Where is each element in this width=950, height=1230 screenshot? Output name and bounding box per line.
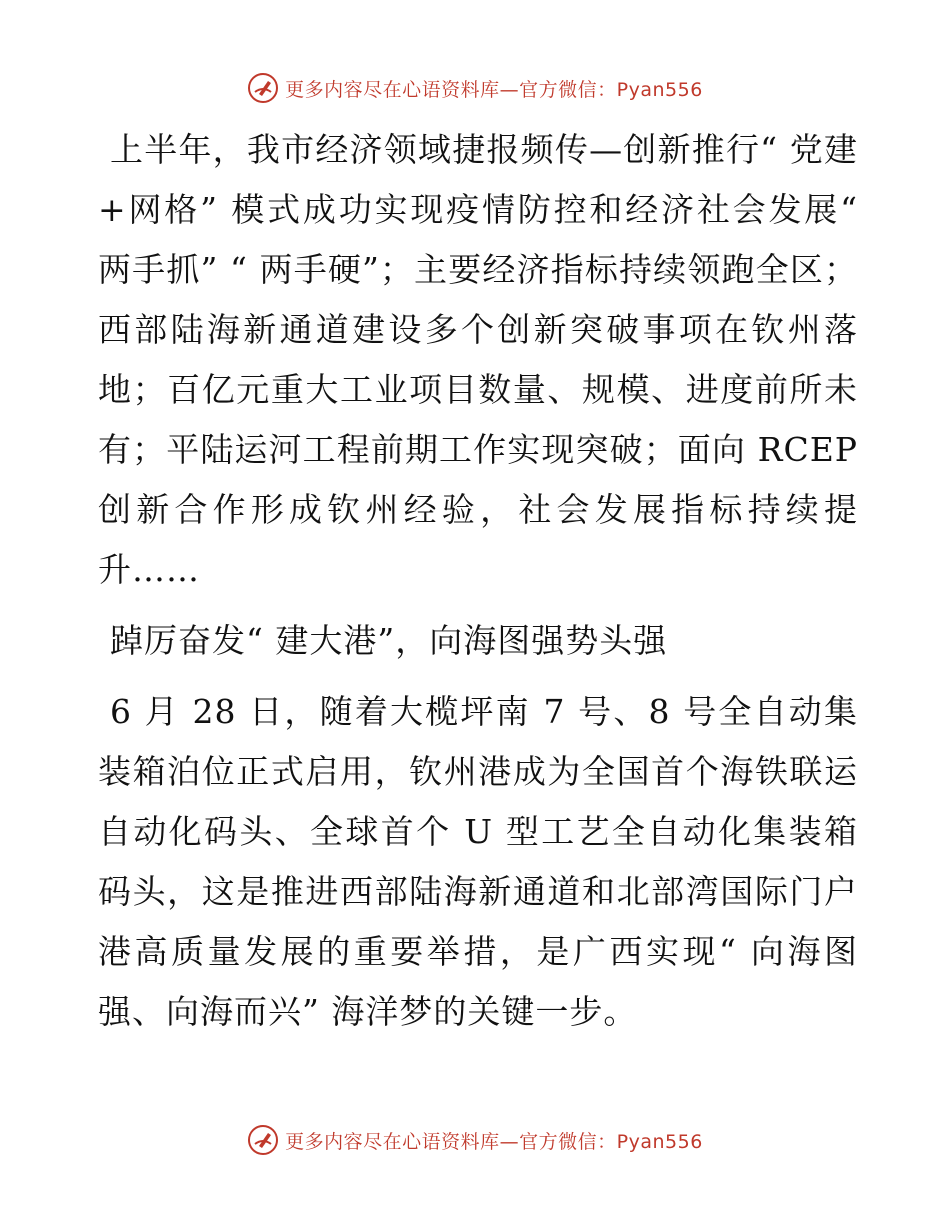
article-body bbox=[98, 120, 858, 1042]
footer-banner bbox=[0, 1120, 950, 1160]
book-pen-logo-icon bbox=[247, 1124, 279, 1156]
header-banner bbox=[0, 68, 950, 108]
book-pen-logo-icon bbox=[247, 72, 279, 104]
paragraph-port-automation: 6 月 28 日，随着大榄坪南 7 号、8 号全自动集装箱泊位正式启用，钦州港成为全国首个海铁联运自动化码头、全球首个 U 型工艺全自动化集装箱码头，这是推进西部陆海新通道和北部湾国际门户港高质量发展的重要举措，是广西实现“ 向海图强、向海而兴” 海洋梦的关键一步。 bbox=[98, 692, 858, 1031]
paragraph-first-half-summary: 上半年，我市经济领域捷报频传—创新推行“ 党建+网格” 模式成功实现疫情防控和经济社会发展“ 两手抓” “ 两手硬”；主要经济指标持续领跑全区；西部陆海新通道建设多个创新突破事项在钦州落地；百亿元重大工业项目数量、规模、进度前所未有；平陆运河工程前期工作实现突破；面向 RCEP 创新合作形成钦州经验，社会发展指标持续提升…… bbox=[98, 130, 858, 589]
section-heading: 踔厉奋发“ 建大港”，向海图强势头强 bbox=[110, 621, 668, 660]
header-banner-text: 更多内容尽在心语资料库—官方微信：Pyan556 bbox=[285, 78, 703, 101]
footer-banner-text: 更多内容尽在心语资料库—官方微信：Pyan556 bbox=[285, 1130, 703, 1153]
